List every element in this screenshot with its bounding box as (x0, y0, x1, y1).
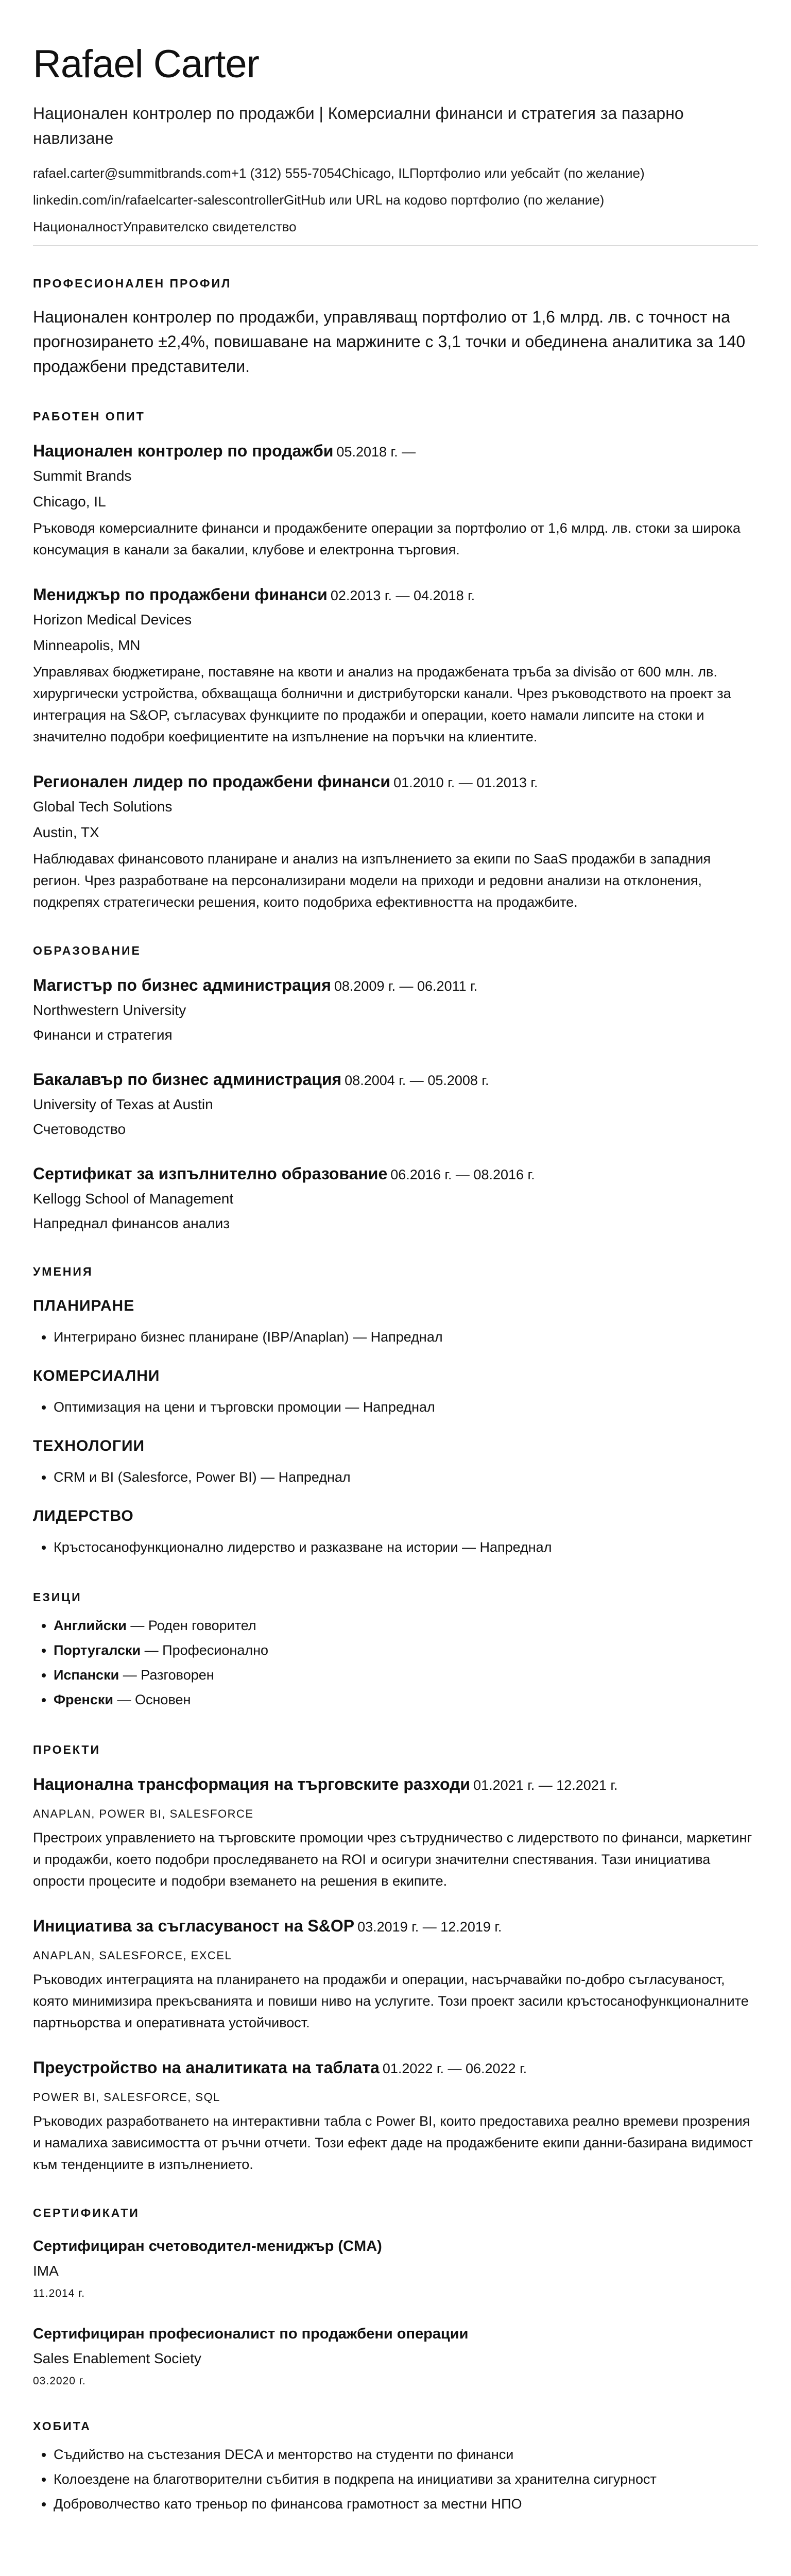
certification-issuer: Sales Enablement Society (33, 2350, 201, 2366)
job-location: Minneapolis, MN (33, 637, 141, 653)
language-item: • Испански — Разговорен (54, 1663, 758, 1687)
experience-entry (33, 583, 758, 748)
school-name: Northwestern University (33, 1002, 186, 1018)
languages-section (33, 1589, 758, 1712)
projects-section (33, 1742, 758, 2175)
section-title-skills: УМЕНИЯ (33, 1265, 93, 1278)
project-entry (33, 1914, 758, 2033)
skill-group-title: ПЛАНИРАНЕ (33, 1297, 135, 1314)
job-dates: 01.2010 г. — 01.2013 г. (393, 775, 538, 790)
language-item: • Английски — Роден говорител (54, 1613, 758, 1638)
project-description: Престроих управлението на търговските промоции чрез сътрудничество с лидерството по финанси, маркетинг и продажби, което подобри проследяването на ROI и осигури значителни спестявания. Тази инициатива опрости процесите и подобри вземането на решения в екипите. (33, 1830, 752, 1889)
location-text: Chicago, IL (341, 165, 409, 181)
section-title-projects: ПРОЕКТИ (33, 1743, 100, 1756)
hobby-item: • Съдийство на състезания DECA и менторство на студенти по финанси (54, 2442, 758, 2467)
nationality-text: Националност (33, 219, 123, 234)
project-entry (33, 2056, 758, 2175)
skill-group (33, 1506, 758, 1560)
language-name: Португалски (54, 1642, 141, 1658)
project-tech: ANAPLAN, POWER BI, SALESFORCE (33, 1807, 254, 1820)
education-entry (33, 1162, 758, 1234)
skill-item: • Кръстосанофункционално лидерство и разказване на истории — Напреднал (54, 1535, 758, 1560)
certification-entry (33, 2236, 758, 2301)
language-name: Испански (54, 1667, 119, 1683)
skill-group (33, 1436, 758, 1489)
hobby-list (33, 2442, 758, 2516)
skill-list (33, 1535, 758, 1560)
skill-list (33, 1395, 758, 1419)
certification-date: 11.2014 г. (33, 2287, 85, 2299)
project-tech: ANAPLAN, SALESFORCE, EXCEL (33, 1949, 232, 1962)
project-title: Инициатива за съгласуваност на S&OP (33, 1917, 355, 1935)
candidate-headline: Национален контролер по продажби | Комерсиални финанси и стратегия за пазарно навлизане (33, 104, 684, 147)
degree-title: Бакалавър по бизнес администрация (33, 1070, 342, 1089)
job-location: Chicago, IL (33, 494, 106, 510)
job-company: Horizon Medical Devices (33, 612, 192, 628)
certification-title: Сертифициран професионалист по продажбени операции (33, 2326, 469, 2342)
job-title: Регионален лидер по продажбени финанси (33, 772, 391, 791)
hobby-item: • Доброволчество като треньор по финансова грамотност за местни НПО (54, 2492, 758, 2516)
language-level: Професионално (162, 1642, 269, 1658)
email-link[interactable]: rafael.carter@summitbrands.com (33, 165, 231, 181)
experience-entry (33, 770, 758, 913)
degree-field: Финанси и стратегия (33, 1027, 173, 1043)
project-title: Преустройство на аналитиката на таблата (33, 2058, 380, 2077)
education-section (33, 943, 758, 1234)
degree-dates: 08.2004 г. — 05.2008 г. (345, 1073, 489, 1088)
hobby-item: • Колоездене на благотворителни събития в подкрепа на инициативи за хранителна сигурност (54, 2467, 758, 2492)
github-link[interactable]: GitHub или URL на кодово портфолио (по желание) (283, 192, 605, 208)
experience-entry (33, 439, 758, 561)
language-name: Френски (54, 1692, 113, 1707)
job-dates: 02.2013 г. — 04.2018 г. (330, 588, 475, 603)
skill-group (33, 1366, 758, 1419)
project-description: Ръководих разработването на интерактивни табла с Power BI, които предоставиха реално времеви прозрения и намалиха зависимостта от ръчни отчети. Този ефект даде на продажбените екипи данни-базирана видимост към тенденциите в изпълнението. (33, 2113, 753, 2172)
job-title: Мениджър по продажбени финанси (33, 585, 328, 604)
language-name: Английски (54, 1618, 127, 1633)
degree-dates: 08.2009 г. — 06.2011 г. (334, 978, 478, 994)
section-title-languages: ЕЗИЦИ (33, 1590, 82, 1604)
resume-header (33, 41, 758, 246)
job-company: Global Tech Solutions (33, 799, 173, 815)
profile-summary: Национален контролер по продажби, управляващ портфолио от 1,6 млрд. лв. с точност на прогнозирането ±2,4%, повишаване на маржините с 3,1 точки и обединена аналитика за 140 продажбени представители. (33, 308, 746, 376)
project-dates: 01.2022 г. — 06.2022 г. (382, 2061, 527, 2076)
skills-section (33, 1264, 758, 1560)
degree-dates: 06.2016 г. — 08.2016 г. (390, 1167, 535, 1182)
profile-section (33, 276, 758, 379)
portfolio-link[interactable]: Портфолио или уебсайт (по желание) (409, 165, 645, 181)
job-company: Summit Brands (33, 468, 132, 484)
section-title-certifications: СЕРТИФИКАТИ (33, 2206, 140, 2219)
job-description: Ръководя комерсиалните финанси и продажбените операции за портфолио от 1,6 млрд. лв. стоки за широка консумация в канали за бакалии, клубове и електронна търговия. (33, 520, 741, 557)
language-list (33, 1613, 758, 1712)
job-dates: 05.2018 г. — (336, 444, 416, 460)
section-title-experience: РАБОТЕН ОПИТ (33, 410, 145, 423)
certification-date: 03.2020 г. (33, 2375, 86, 2387)
education-entry (33, 1068, 758, 1140)
contact-row-personal (33, 217, 758, 236)
school-name: Kellogg School of Management (33, 1191, 234, 1207)
project-dates: 03.2019 г. — 12.2019 г. (357, 1919, 502, 1935)
skill-list (33, 1465, 758, 1489)
contact-row-primary (33, 164, 758, 182)
degree-title: Магистър по бизнес администрация (33, 976, 331, 994)
header-divider (33, 245, 758, 246)
degree-title: Сертификат за изпълнително образование (33, 1164, 388, 1183)
skill-item: • Оптимизация на цени и търговски промоции — Напреднал (54, 1395, 758, 1419)
hobbies-section (33, 2418, 758, 2516)
candidate-name: Rafael Carter (33, 42, 259, 86)
skill-list (33, 1325, 758, 1349)
job-description: Управлявах бюджетиране, поставяне на квоти и анализ на продажбената тръба за divisão от 600 млн. лв. хирургически устройства, обхващаща болнични и дистрибуторски канали. Чрез ръководството на проект за интеграция на S&OP, съгласувах функциите по продажби и операции, което намали липсите на стоки и значително подобри коефициентите на изпълнение на поръчки на клиентите. (33, 664, 731, 744)
job-title: Национален контролер по продажби (33, 442, 334, 460)
certifications-section (33, 2205, 758, 2388)
experience-section (33, 409, 758, 913)
contact-row-links (33, 191, 758, 209)
project-title: Национална трансформация на търговските разходи (33, 1775, 471, 1793)
language-item: • Френски — Основен (54, 1687, 758, 1712)
degree-field: Напреднал финансов анализ (33, 1215, 230, 1231)
phone-link[interactable]: +1 (312) 555-7054 (231, 165, 342, 181)
language-level: Роден говорител (148, 1618, 256, 1633)
language-level: Разговорен (141, 1667, 214, 1683)
skill-group (33, 1296, 758, 1349)
certification-issuer: IMA (33, 2263, 59, 2279)
education-entry (33, 974, 758, 1045)
linkedin-link[interactable]: linkedin.com/in/rafaelcarter-salescontroller (33, 192, 284, 208)
school-name: University of Texas at Austin (33, 1096, 213, 1112)
job-location: Austin, TX (33, 824, 99, 840)
skill-item: • CRM и BI (Salesforce, Power BI) — Напреднал (54, 1465, 758, 1489)
section-title-profile: ПРОФЕСИОНАЛЕН ПРОФИЛ (33, 277, 232, 290)
certification-entry (33, 2324, 758, 2388)
project-tech: POWER BI, SALESFORCE, SQL (33, 2091, 220, 2104)
section-title-hobbies: ХОБИТА (33, 2419, 91, 2433)
language-item: • Португалски — Професионално (54, 1638, 758, 1663)
skill-group-title: ТЕХНОЛОГИИ (33, 1437, 145, 1454)
skill-group-title: ЛИДЕРСТВО (33, 1507, 134, 1524)
project-description: Ръководих интеграцията на планирането на продажби и операции, насърчавайки по-добро съгласуваност, която минимизира прекъсванията и повиши ниво на услугите. Този проект засили кръстосанофункционалните партньорства и оперативната устойчивост. (33, 1972, 749, 2030)
skill-item: • Интегрирано бизнес планиране (IBP/Anaplan) — Напреднал (54, 1325, 758, 1349)
project-dates: 01.2021 г. — 12.2021 г. (473, 1777, 618, 1793)
language-level: Основен (135, 1692, 191, 1707)
license-text: Управителско свидетелство (123, 219, 297, 234)
job-description: Наблюдавах финансовото планиране и анализ на изпълнението за екипи по SaaS продажби в западния регион. Чрез разработване на персонализирани модели на приходи и редовни анализи на отклонения, подкрепях стратегически решения, които подобриха ефективността на продажбите. (33, 851, 711, 910)
skill-group-title: КОМЕРСИАЛНИ (33, 1367, 160, 1384)
project-entry (33, 1773, 758, 1892)
degree-field: Счетоводство (33, 1121, 126, 1137)
certification-title: Сертифициран счетоводител-мениджър (CMA) (33, 2238, 382, 2255)
section-title-education: ОБРАЗОВАНИЕ (33, 944, 141, 957)
